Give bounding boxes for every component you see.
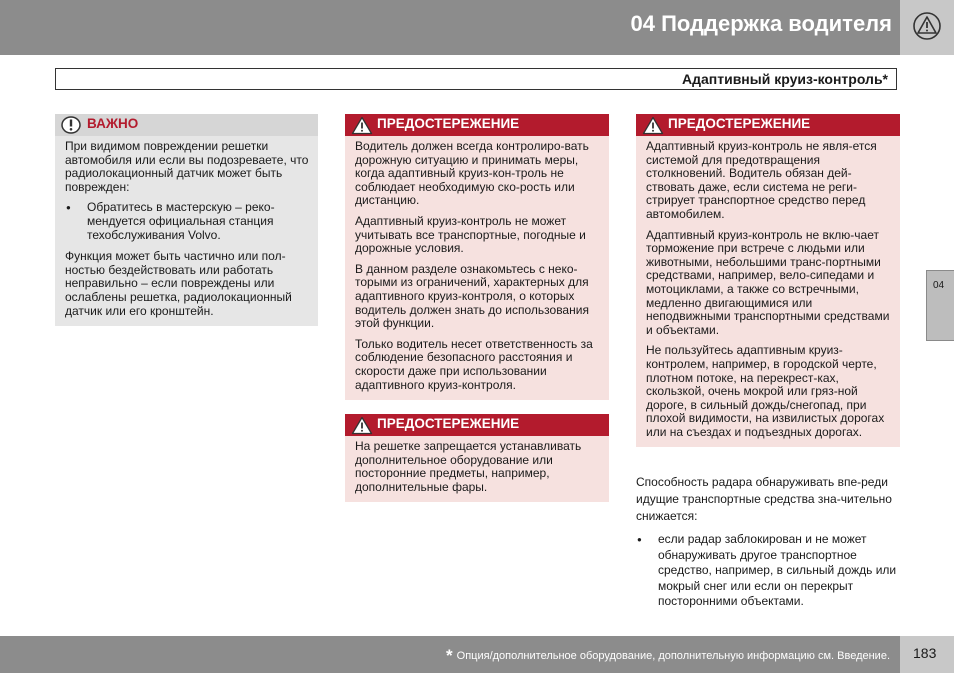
warning-triangle-icon (351, 416, 373, 435)
warning-paragraph: Адаптивный круиз-контроль не явля-ется системой для предотвращения столкновений. Водитель обязан дей-ствовать даже, если система не реги-стрирует транспортное средство перед автомобилем. (646, 139, 877, 221)
body-text (636, 474, 898, 618)
warning-paragraph: Только водитель несет ответственность за соблюдение безопасного расстояния и скорости даже при использовании адаптивного круиз-контроля. (355, 336, 593, 392)
important-box-header (55, 114, 318, 136)
warning-paragraph: Адаптивный круиз-контроль не может учитывать все транспортные, погодные и дорожные условия. (355, 213, 586, 256)
warning-label: ПРЕДОСТЕРЕЖЕНИЕ (377, 416, 520, 431)
warning-paragraph: Не пользуйтесь адаптивным круиз-контролем, например, в городской черте, плотном потоке, на перекрест-ках, скользкой, очень мокрой или гряз-ной дороге, в сильный дождь/снегопад, при плохой видимости, на извилистых дорогах или на съездах и подъездных дорогах. (646, 343, 885, 439)
warning-box-2 (345, 414, 609, 502)
section-header (55, 68, 897, 90)
list-item: ● Обратитесь в мастерскую – реко-мендуется официальная станция техобслуживания Volvo. (65, 201, 310, 242)
chapter-title: 04 Поддержка водителя (630, 11, 892, 36)
page-number: 183 (913, 645, 937, 661)
footer-note (446, 646, 890, 666)
important-paragraph: При видимом повреждении решетки автомобиля или если вы подозреваете, что радиолокационный датчик может быть поврежден: (65, 139, 309, 194)
page-number-box (900, 636, 954, 673)
important-box-body (55, 136, 318, 326)
body-paragraph: Способность радара обнаруживать впе-реди идущие транспортные средства зна-чительно снижается: (636, 475, 892, 523)
chapter-side-tab[interactable] (926, 270, 954, 341)
warning-box-body (345, 136, 609, 400)
warning-triangle-icon (913, 12, 941, 40)
warning-box-header (345, 114, 609, 136)
exclamation-circle-icon (61, 116, 81, 134)
important-box (55, 114, 318, 326)
important-paragraph: Функция может быть частично или пол-ностью бездействовать или работать неправильно – если повреждены или ослаблены решетка, радиолокационный датчик или его кронштейн. (65, 249, 292, 318)
warning-box-1 (345, 114, 609, 400)
warning-label: ПРЕДОСТЕРЕЖЕНИЕ (377, 116, 520, 131)
warning-box-body (345, 436, 609, 502)
warning-paragraph: Адаптивный круиз-контроль не вклю-чает торможение при встрече с людьми или животными, небольшими транс-портными средствами, например, вело-сипедами и мотоциклами, а также со встречными, медленно двигающимися или неподвижными транспортными средствами и объектами. (646, 227, 890, 337)
page-footer (0, 636, 954, 673)
section-title: Адаптивный круиз-контроль* (682, 71, 888, 87)
footer-note-text: Опция/дополнительное оборудование, дополнительную информацию см. Введение. (456, 650, 890, 662)
warning-paragraph: Водитель должен всегда контролиро-вать дорожную ситуацию и принимать меры, когда адаптивный круиз-кон-троль не соблюдает необходимую ско-рость или дистанцию. (355, 139, 589, 208)
warning-label: ПРЕДОСТЕРЕЖЕНИЕ (668, 116, 811, 131)
warning-triangle-icon (642, 116, 664, 135)
warning-paragraph: В данном разделе ознакомьтесь с неко-торыми из ограничений, характерных для адаптивного круиз-контроля, о которых водитель должен знать до использования этой функции. (355, 261, 589, 331)
chapter-icon-box (900, 0, 954, 55)
warning-box-body (636, 136, 900, 447)
asterisk-mark: * (446, 646, 453, 665)
important-bullet-list (65, 201, 310, 242)
warning-box-3 (636, 114, 900, 447)
chapter-header (0, 0, 954, 55)
chapter-tab-label: 04 (933, 280, 945, 291)
warning-box-header (636, 114, 900, 136)
list-item: ● если радар заблокирован и не может обнаруживать другое транспортное средство, например, в сильный дождь или мокрый снег или если он перекрыт посторонними объектами. (636, 532, 898, 610)
warning-box-header (345, 414, 609, 436)
warning-paragraph: На решетке запрещается устанавливать дополнительное оборудование или посторонние предметы, например, дополнительные фары. (355, 439, 582, 494)
warning-triangle-icon (351, 116, 373, 135)
body-bullet-list (636, 532, 898, 610)
important-label: ВАЖНО (87, 116, 139, 131)
